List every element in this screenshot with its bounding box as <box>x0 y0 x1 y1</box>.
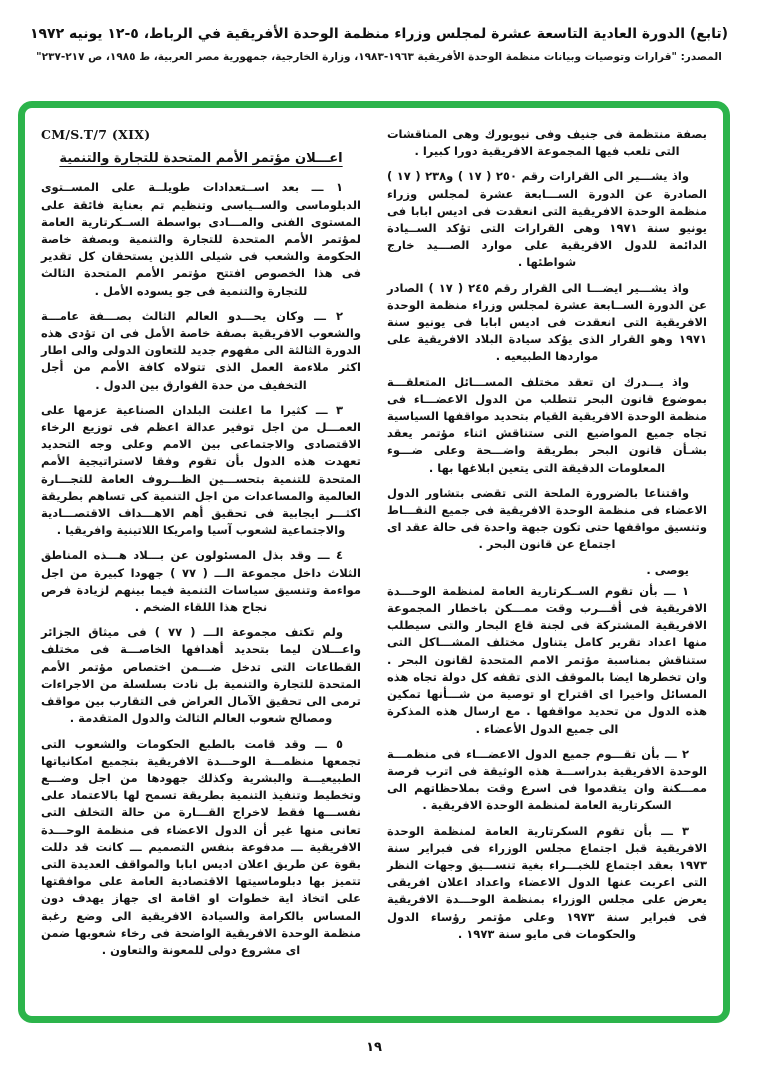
paragraph: ٥ ـــ وقد قامت بالطبع الحكومات والشعوب التى تجمعها منظمـــة الوحـــدة الافريقية بتجميع امكانياتها الطبيعيـــة والبشرية وكذلك جهودها من اجل وضـــع وتخطيط وتنفيذ التنمية بطريقة تسمح لها بالاعتماد على نفســـها فقط لاخراج القـــارة من حالة التخلف التى تعانى منها غير أن الدول الاعضاء فى منظمة الوحـــدة الافريقية ـــ مدفوعة بنفس التصميم ـــ كانت قد دللت بقوة عن طريق اعلان اديس ابابا والمواقف العديدة التى تتميز بها دبلوماسيتها الاقتصادية العامة على موافقتها على اتخاذ اية خطوات او اقامة اى جهاز يهدف دون المساس بالكرامة والسيادة الافريقية الى وضع رغبة منظمة الوحدة الافريقية الواضحة فى رخاء شعوبها ضمن اى مشروع دولى للمعونة والتعاون . <box>41 736 361 957</box>
paragraph: واذ يشـــير الى القرارات رقم ٢٥٠ ( ١٧ ) و٢٣٨ ( ١٧ ) الصادرة عن الدورة الســـابعة عشرة لمجلس وزراء منظمة الوحدة الافريقية التى انعقدت فى اديس ابابا فى يونيو سنة ١٩٧١ وهى القرارات التى تؤكد الســيادة الدائمة للدول الافريقية على موارد الصـــيد خارج شواطئها . <box>387 169 707 270</box>
document-code: CM/S.T/7 (XIX) <box>41 127 151 142</box>
column-right <box>387 126 707 1004</box>
column-left <box>41 126 361 1004</box>
page-number: ١٩ <box>366 1040 382 1055</box>
page-footer <box>18 1036 730 1055</box>
paragraph: ١ ـــ بعد اســتعدادات طويلــة على المســتوى الدبلوماسى والســياسى وتنظيم تم بعناية فائقة على المستوى الفنى والمـــادى بواسطة الســكرتارية العامة لمؤتمر الأمم المتحدة للتجارة والتنمية وبصفة خاصة الحكومة والشعب فى شيلى اللذين يستحقان كل تقدير فى هذا الخصوص افتتح مؤتمر الأمم المتحدة الثالث للتجارة والتنمية فى جو يسوده الأمل . <box>41 180 361 298</box>
paragraph: ٢ ـــ وكان يحـــدو العالم الثالث بصـــفة عامـــة والشعوب الافريقية بصفة خاصة الأمل فى ان تؤدى هذه الدورة الثالثة الى مفهوم جديد للتعاون الدولى والى اطار اكثر ملاءمة العمل الذى تتولاه كافة الأمم من أجل التخفيف من حدة الفوارق بين الدول . <box>41 308 361 392</box>
page-header <box>20 26 738 63</box>
paragraph: ١ ـــ بأن تقوم الســكرتارية العامة لمنظمة الوحـــدة الافريقية فى أقـــرب وقت ممـــكن باخطار المجموعة الافريقية المشتركة فى لجنة قاع البحار والتى سيطلب منها اعداد تقرير كامل يتناول مختلف المشـــاكل التى ستناقش بمناسبة مؤتمر الامم المتحدة لقانون البحر . وان تخطرها ايضا بالموقف الذى تقفه كل دولة تجاه هذه المسائل واخيرا اى اقتراح او توصية من شـــأنها تمكين هذه الدول من تحديد مواقفها . مع ارسال هذه المذكرة الى جميع الدول الأعضاء . <box>387 583 707 736</box>
paragraph: ٣ ـــ كثيرا ما اعلنت البلدان الصناعية عزمها على العمـــل من اجل توفير عدالة اعظم فى توزيع الرخاء الاقتصادى والاجتماعى بين الامم وعلى وجه التحديد تعهدت هذه الدول بأن تقوم وفقا لاستراتيجية الأمم المتحدة للتنمية بتحســـين الظـــروف العامة للتجـــارة العالمية والمساعدات من اجل التنمية كى تساهم بطريقة اكثـــر ايجابية فى تحقيق أهم الاهـــداف الاقتصـــادية والاجتماعية لشعوب آسيا وامريكا اللاتينية وافريقيا . <box>41 402 361 538</box>
paragraph: ٢ ـــ بأن تقـــوم جميع الدول الاعضـــاء فى منظمـــة الوحدة الافريقية بدراســـة هذه الوثيقة فى اترب فرصة ممـــكنة وان يتقدموا فى اسرع وقت بملاحظاتهم الى السكرتارية العامة لمنظمة الوحدة الافريقية . <box>387 746 707 813</box>
session-title: (تابع) الدورة العادية التاسعة عشرة لمجلس وزراء منظمة الوحدة الأفريقية في الرباط، ٥-١٢ يونيه ١٩٧٢ <box>29 26 729 42</box>
paragraph: واقتناعا بالضرورة الملحة التى تقضى بتشاور الدول الاعضاء فى منظمة الوحدة الافريقية فى جميع النقـــاط وتنسيق مواقفها حتى تكون جبهة واحدة فى حالة عقد اى اجتماع عن قانون البحر . <box>387 485 707 552</box>
document-frame <box>18 101 730 1023</box>
paragraph: ٣ ـــ بأن تقوم السكرتارية العامة لمنظمة الوحدة الافريقية قبل اجتماع مجلس الوزراء فى فبراير سنة ١٩٧٣ بعقد اجتماع للخبـــراء بغية تنســـيق وجهات النظر التى اعربت عنها الدول الاعضاء واعداد اعلان افريقى يعرض على مجلس الوزراء بمنظمة الوحـــدة الافريقية فى فبراير سنة ١٩٧٣ وعلى مؤتمر رؤساء الدول والحكومات فى مايو سنة ١٩٧٣ . <box>387 823 707 941</box>
paragraph: بصفة منتظمة فى جنيف وفى نيويورك وهى المناقشات التى تلعب فيها المجموعة الافريقية دورا كبيرا . <box>387 127 707 159</box>
paragraph: ٤ ـــ وقد بذل المسئولون عن بـــلاد هـــذه المناطق الثلاث داخل مجموعة الـــ ( ٧٧ ) جهودا كبيرة من اجل مواءمة وتنسيق سياسات التنمية فيما بينهم لزيادة فرص نجاح هذا اللقاء الضخم . <box>41 548 361 615</box>
two-column-layout <box>25 108 723 1016</box>
recommendation-lead: يوصى . <box>646 562 689 577</box>
paragraph: ولم تكتف مجموعة الـــ ( ٧٧ ) فى ميثاق الجزائر واعـــلان ليما بتحديد أهدافها الخاصـــة فى مختلف القطاعات التى تدخل ضـــمن اختصاص مؤتمر الأمم المتحدة للتجارة والتنمية بل نادت بسلسلة من الاجراءات ترمى الى تحقيق الآمال العراض فى التقارب بين مواقف ومصالح شعوب العالم الثالث والدول المتقدمة . <box>41 625 361 726</box>
document-title: اعـــلان مؤتمر الأمم المتحدة للتجارة والتنمية <box>59 151 343 167</box>
source-citation: المصدر: "قرارات وتوصيات وبيانات منظمة الوحدة الأفريقية ١٩٦٣-١٩٨٣، وزارة الخارجية، جمهورية مصر العربية، ط ١٩٨٥، ص ٢١٧-٢٣٧" <box>36 51 722 63</box>
paragraph: واذ يشـــير ايضـــا الى القرار رقم ٢٤٥ ( ١٧ ) الصادر عن الدورة الســابعة عشرة لمجلس وزراء منظمة الوحدة الافريقية التى انعقدت فى اديس ابابا فى يونيو سنة ١٩٧١ وهو القرار الذى يؤكد سيادة البلاد الافريقية على مواردها الطبيعيه . <box>387 280 707 364</box>
paragraph: واذ يـــدرك ان تعقد مختلف المســـائل المتعلقـــة بموضوع قانون البحر تتطلب من الدول الاعضـــاء فى منظمة الوحدة الافريقية القيام بتحديد مواقفها السياسية تجاه جميع المواضيع التى ستناقش اثناء مؤتمر يعقد بشـأن قانون البحر بطريقة واضـــحة وعلى ضـــوء المعلومات الدقيقة التى يتعين ابلاغها بها . <box>387 374 707 475</box>
